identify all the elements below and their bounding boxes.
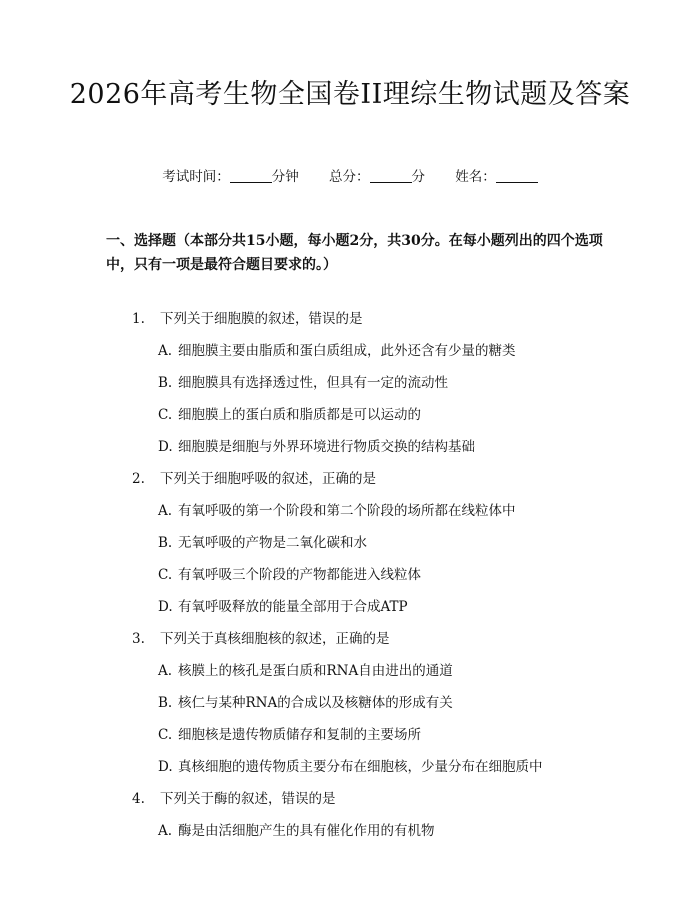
name-label: 姓名：	[455, 169, 496, 185]
option-letter: A.	[158, 823, 173, 839]
name-blank	[496, 168, 538, 183]
option-text: 细胞膜上的蛋白质和脂质都是可以运动的	[178, 407, 421, 423]
option-text: 细胞膜是细胞与外界环境进行物质交换的结构基础	[178, 439, 475, 455]
question-4	[132, 789, 336, 809]
option-text: 细胞膜主要由脂质和蛋白质组成，此外还含有少量的糖类	[178, 343, 516, 359]
option-text: 细胞膜具有选择透过性，但具有一定的流动性	[178, 375, 448, 391]
question-number: 3.	[132, 631, 145, 647]
exam-time-label: 考试时间：	[162, 169, 230, 185]
option-text: 核仁与某种RNA的合成以及核糖体的形成有关	[178, 695, 453, 711]
option-text: 有氧呼吸三个阶段的产物都能进入线粒体	[178, 567, 421, 583]
option-letter: D.	[158, 759, 173, 775]
question-stem: 下列关于真核细胞核的叙述，正确的是	[160, 631, 390, 647]
question-3-option-b	[158, 693, 453, 713]
question-1-option-c	[158, 405, 421, 425]
option-letter: B.	[158, 375, 173, 391]
question-1-option-a	[158, 341, 516, 361]
exam-time-field	[162, 167, 299, 187]
question-2-option-a	[158, 501, 516, 521]
question-2	[132, 469, 376, 489]
total-score-blank	[370, 168, 412, 183]
option-letter: C.	[158, 567, 173, 583]
section-heading: 一、选择题（本部分共15小题，每小题2分，共30分。在每小题列出的四个选项中，只有一项是最符合题目要求的。）	[106, 233, 603, 273]
question-stem: 下列关于酶的叙述，错误的是	[160, 791, 336, 807]
option-text: 真核细胞的遗传物质主要分布在细胞核，少量分布在细胞质中	[178, 759, 543, 775]
option-letter: C.	[158, 727, 173, 743]
question-4-option-a	[158, 821, 435, 841]
question-1-option-d	[158, 437, 475, 457]
option-letter: D.	[158, 439, 173, 455]
question-1	[132, 309, 363, 329]
option-letter: B.	[158, 535, 173, 551]
question-3-option-a	[158, 661, 453, 681]
option-text: 细胞核是遗传物质储存和复制的主要场所	[178, 727, 421, 743]
option-text: 核膜上的核孔是蛋白质和RNA自由进出的通道	[178, 663, 453, 679]
question-3-option-d	[158, 757, 543, 777]
option-letter: A.	[158, 503, 173, 519]
option-letter: C.	[158, 407, 173, 423]
exam-info-line	[0, 167, 700, 187]
question-2-option-d	[158, 597, 408, 617]
question-stem: 下列关于细胞膜的叙述，错误的是	[160, 311, 363, 327]
question-3	[132, 629, 390, 649]
question-2-option-c	[158, 565, 421, 585]
option-text: 有氧呼吸的第一个阶段和第二个阶段的场所都在线粒体中	[178, 503, 516, 519]
exam-time-unit: 分钟	[271, 169, 299, 185]
option-letter: D.	[158, 599, 173, 615]
option-letter: A.	[158, 343, 173, 359]
name-field	[455, 167, 538, 187]
question-2-option-b	[158, 533, 367, 553]
option-text: 酶是由活细胞产生的具有催化作用的有机物	[178, 823, 435, 839]
question-number: 2.	[132, 471, 145, 487]
question-number: 4.	[132, 791, 145, 807]
total-score-label: 总分：	[329, 169, 370, 185]
document-title: 2026年高考生物全国卷II理综生物试题及答案	[69, 79, 631, 110]
option-text: 有氧呼吸释放的能量全部用于合成ATP	[178, 599, 408, 615]
total-score-field	[329, 167, 425, 187]
question-1-option-b	[158, 373, 448, 393]
option-text: 无氧呼吸的产物是二氧化碳和水	[178, 535, 367, 551]
total-score-unit: 分	[411, 169, 425, 185]
option-letter: A.	[158, 663, 173, 679]
exam-time-blank	[230, 168, 272, 183]
option-letter: B.	[158, 695, 173, 711]
question-number: 1.	[132, 311, 145, 327]
question-stem: 下列关于细胞呼吸的叙述，正确的是	[160, 471, 376, 487]
question-3-option-c	[158, 725, 421, 745]
